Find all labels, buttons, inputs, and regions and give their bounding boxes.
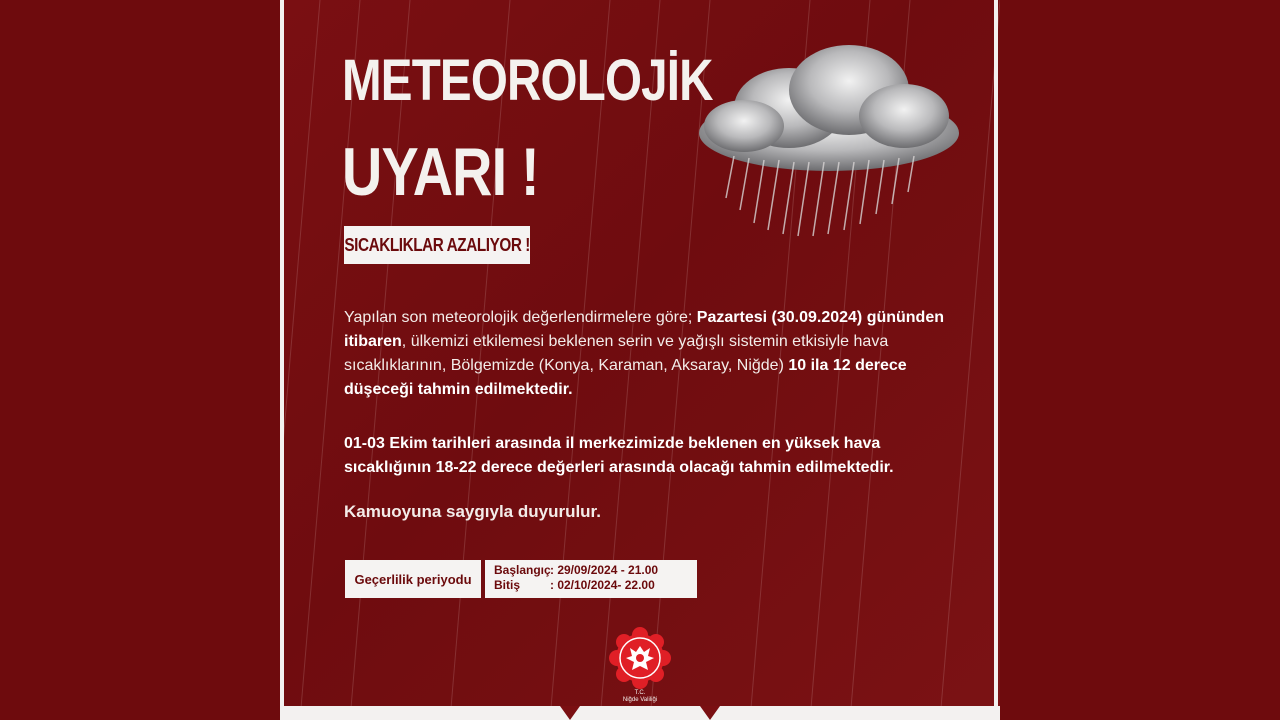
paragraph-forecast-part1: Yapılan son meteorolojik değerlendirmelere göre;	[344, 309, 697, 326]
validity-end-row	[494, 578, 697, 593]
paragraph-forecast-drop: 10 ila 12 derece düşeceği tahmin edilmektedir.	[344, 357, 907, 398]
weather-warning-poster	[280, 0, 1000, 720]
poster-bottom-band	[280, 706, 1000, 720]
subtitle-text: SICAKLIKLAR AZALIYOR !	[344, 234, 530, 255]
paragraph-closing: Kamuoyuna saygıyla duyurulur.	[344, 502, 601, 521]
validity-period-label: Geçerlilik periyodu	[345, 560, 481, 598]
validity-period-values	[485, 560, 697, 598]
right-background	[1000, 0, 1280, 720]
left-background	[0, 0, 280, 720]
paragraph-forecast-part2: , ülkemizi etkilemesi beklenen serin ve yağışlı sistemin etkisiyle hava sıcaklıklarının, Bölgemizde (Konya, Karaman, Aksaray, Niğde)	[344, 333, 889, 374]
subtitle-badge	[344, 226, 530, 264]
paragraph-temperature-text: 01-03 Ekim tarihleri arasında il merkezimizde beklenen en yüksek hava sıcaklığının 18-22 derece değerleri arasında olacağı tahmin edilmektedir.	[344, 435, 894, 476]
validity-end-key: Bitiş	[494, 578, 521, 592]
validity-start-row	[494, 563, 697, 578]
poster-border-left	[280, 0, 284, 706]
paragraph-temperature	[344, 432, 954, 480]
governorship-emblem-icon	[608, 626, 672, 690]
bottom-notch-left	[560, 706, 580, 720]
emblem-caption-line2: Niğde Valiliği	[622, 697, 658, 703]
validity-start-key: Başlangıç	[494, 563, 551, 577]
validity-end-value: : 02/10/2024- 22.00	[550, 578, 655, 592]
emblem-caption-line1: T.C.	[634, 690, 646, 696]
validity-start-value: : 29/09/2024 - 21.00	[550, 563, 659, 577]
paragraph-forecast-date: Pazartesi (30.09.2024) gününden itibaren	[344, 309, 944, 350]
paragraph-forecast	[344, 306, 954, 402]
title-line-2: UYARI !	[342, 134, 539, 210]
bottom-notch-right	[700, 706, 720, 720]
rain-cloud-icon	[694, 38, 964, 238]
poster-border-right	[994, 0, 998, 706]
title-line-1: METEOROLOJİK	[342, 48, 713, 113]
